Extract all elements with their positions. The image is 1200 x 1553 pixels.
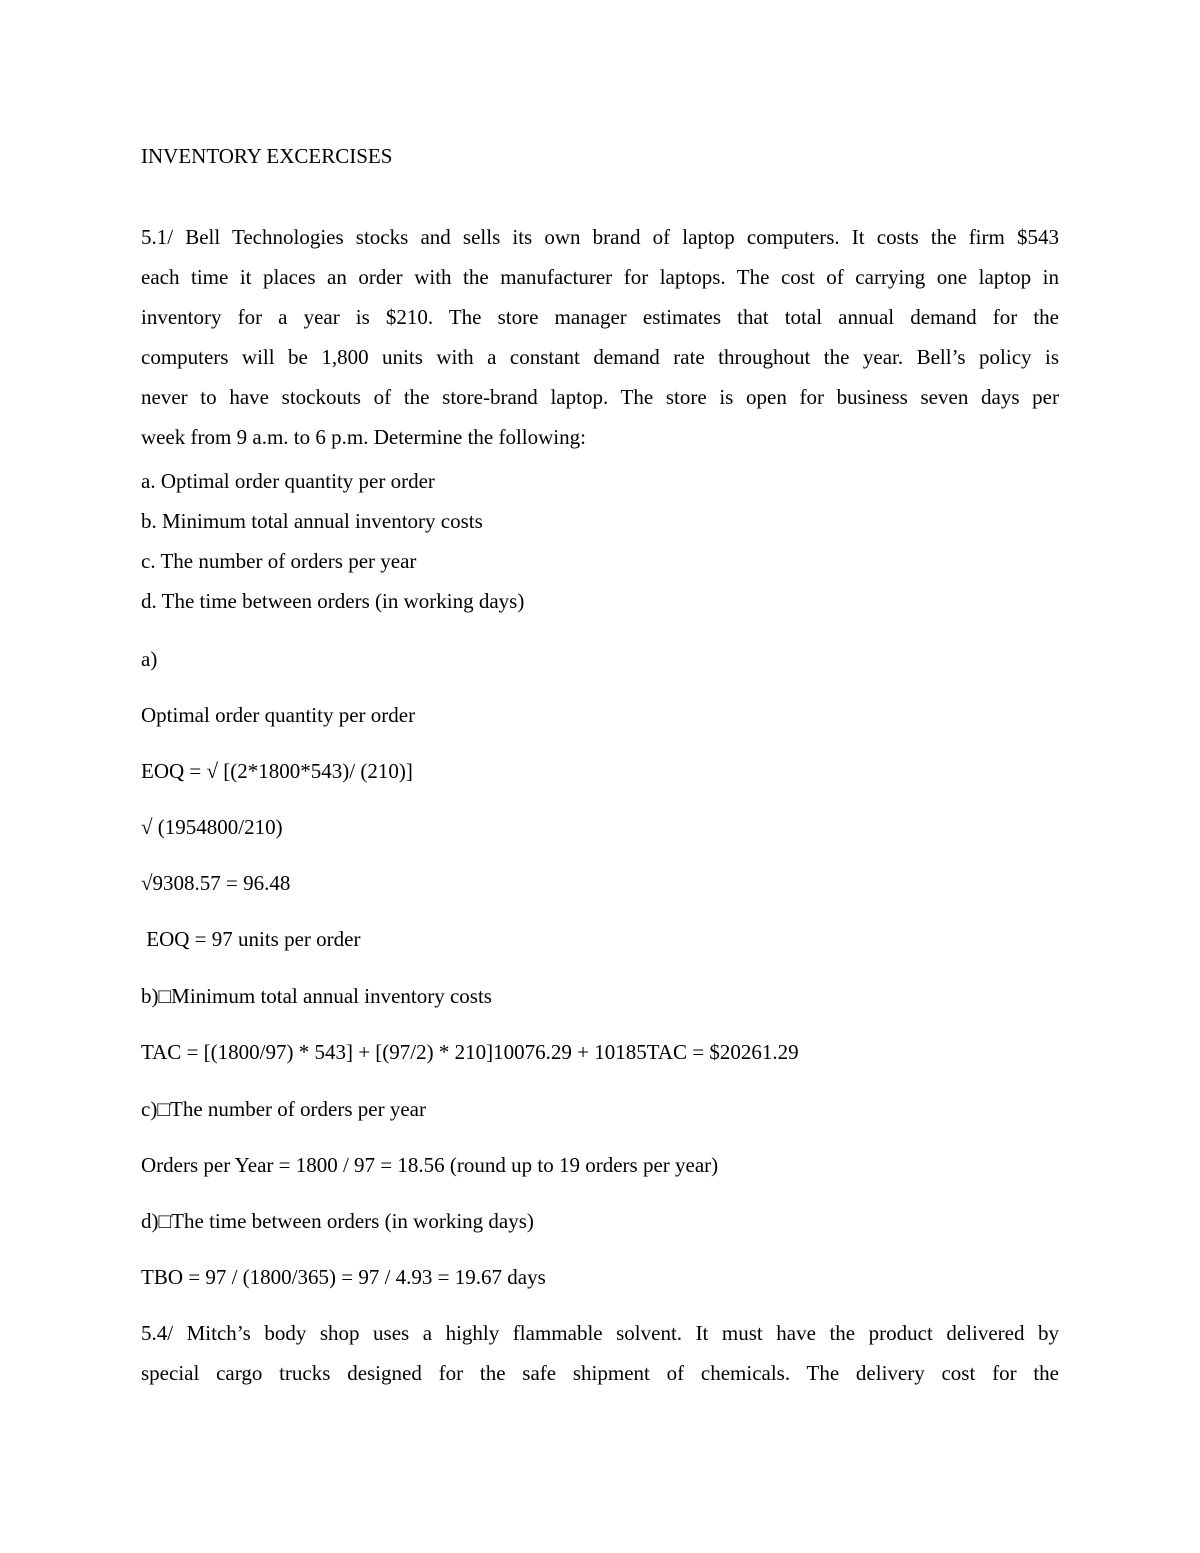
paragraph-line: each time it places an order with the manufacturer for laptops. The cost of carrying one laptop in — [141, 265, 1059, 289]
solution-d-heading: d)□The time between orders (in working days) — [141, 1209, 534, 1233]
question-item-c: c. The number of orders per year — [141, 549, 417, 573]
paragraph-line: 5.4/ Mitch’s body shop uses a highly flammable solvent. It must have the product delivered by — [141, 1321, 1059, 1345]
question-list — [141, 461, 1059, 621]
document-title: INVENTORY EXCERCISES — [141, 144, 393, 168]
question-item-a: a. Optimal order quantity per order — [141, 469, 435, 493]
paragraph-line: 5.1/ Bell Technologies stocks and sells its own brand of laptop computers. It costs the firm $543 — [141, 225, 1059, 249]
tac-calculation: TAC = [(1800/97) * 543] + [(97/2) * 210]10076.29 + 10185TAC = $20261.29 — [141, 1040, 799, 1064]
eoq-step-2: √ (1954800/210) — [141, 815, 283, 839]
paragraph-line: inventory for a year is $210. The store manager estimates that total annual demand for the — [141, 305, 1059, 329]
paragraph-line: never to have stockouts of the store-brand laptop. The store is open for business seven days per — [141, 385, 1059, 409]
solution-a-heading: Optimal order quantity per order — [141, 703, 416, 727]
problem-5-1-statement — [141, 217, 1059, 457]
solution-c-heading: c)□The number of orders per year — [141, 1097, 426, 1121]
orders-calculation: Orders per Year = 1800 / 97 = 18.56 (round up to 19 orders per year) — [141, 1153, 719, 1177]
solution-b-heading: b)□Minimum total annual inventory costs — [141, 984, 492, 1008]
question-item-d: d. The time between orders (in working days) — [141, 589, 525, 613]
question-item-b: b. Minimum total annual inventory costs — [141, 509, 483, 533]
problem-5-4-statement — [141, 1313, 1059, 1393]
solution-a-label: a) — [141, 647, 158, 671]
eoq-result: EOQ = 97 units per order — [141, 927, 361, 951]
paragraph-line: special cargo trucks designed for the safe shipment of chemicals. The delivery cost for the — [141, 1361, 1059, 1385]
eoq-formula: EOQ = √ [(2*1800*543)/ (210)] — [141, 759, 413, 783]
paragraph-line: week from 9 a.m. to 6 p.m. Determine the following: — [141, 425, 586, 449]
eoq-step-3: √9308.57 = 96.48 — [141, 871, 291, 895]
tbo-calculation: TBO = 97 / (1800/365) = 97 / 4.93 = 19.67 days — [141, 1265, 546, 1289]
paragraph-line: computers will be 1,800 units with a constant demand rate throughout the year. Bell’s policy is — [141, 345, 1059, 369]
